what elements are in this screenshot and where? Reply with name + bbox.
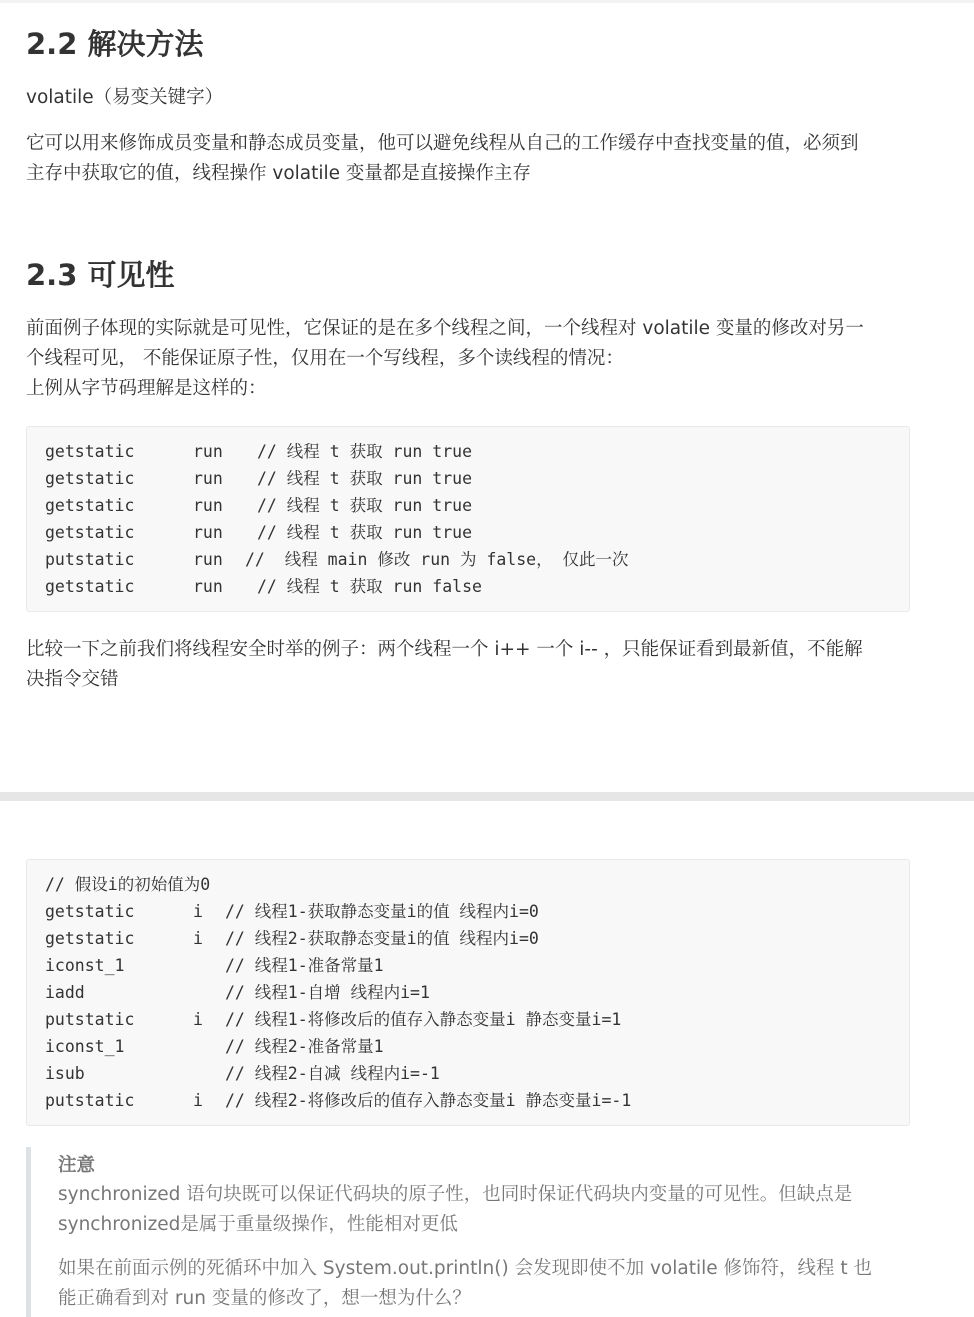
code-line: [45, 438, 473, 465]
code-comment: // 线程 t 获取 run true: [257, 523, 473, 542]
code-arg: i: [193, 929, 203, 948]
code-op: putstatic: [45, 550, 135, 569]
code-arg: i: [193, 1091, 203, 1110]
code-comment: // 线程2-获取静态变量i的值 线程内i=0: [225, 929, 539, 948]
note-blockquote: [26, 1147, 916, 1317]
heading-2-3: 2.3 可见性: [26, 258, 175, 292]
volatile-description-line: 它可以用来修饰成员变量和静态成员变量，他可以避免线程从自己的工作缓存中查找变量的值，必须到: [26, 133, 859, 154]
code-line: [45, 492, 473, 519]
code-comment: // 线程1-获取静态变量i的值 线程内i=0: [225, 902, 539, 921]
volatile-subtitle: [26, 83, 916, 113]
code-comment: // 线程1-自增 线程内i=1: [225, 983, 430, 1002]
code-op: getstatic: [45, 469, 135, 488]
code-line: [45, 952, 384, 979]
code-comment: // 假设i的初始值为0: [45, 875, 211, 894]
code-comment: // 线程 t 获取 run false: [257, 577, 482, 596]
code-line: [45, 1087, 632, 1114]
code-comment: // 线程2-准备常量1: [225, 1037, 384, 1056]
volatile-subtitle-text: volatile（易变关键字）: [26, 87, 224, 108]
bytecode-block-run: [26, 426, 910, 612]
code-op: getstatic: [45, 496, 135, 515]
note-paragraph-synchronized: [58, 1180, 908, 1240]
code-op: getstatic: [45, 523, 135, 542]
code-comment: // 线程 main 修改 run 为 false， 仅此一次: [245, 550, 629, 569]
compare-line: 比较一下之前我们将线程安全时举的例子：两个线程一个 i++ 一个 i-- ，只能保证看到最新值，不能解: [26, 639, 863, 660]
code-op: iconst_1: [45, 1037, 125, 1056]
code-op: getstatic: [45, 577, 135, 596]
section-separator: [0, 792, 974, 801]
volatile-description: [26, 129, 916, 189]
visibility-intro-line: 上例从字节码理解是这样的：: [26, 378, 267, 399]
code-line: [45, 979, 430, 1006]
code-arg: run: [193, 442, 223, 461]
code-arg: run: [193, 550, 223, 569]
code-line: [45, 1006, 622, 1033]
code-line: [45, 1033, 384, 1060]
code-arg: run: [193, 469, 223, 488]
note-line: 能正确看到对 run 变量的修改了，想一想为什么？: [58, 1288, 471, 1309]
code-line: [45, 546, 629, 573]
code-line: [45, 465, 473, 492]
note-line: synchronized 语句块既可以保证代码块的原子性，也同时保证代码块内变量的可见性。但缺点是: [58, 1184, 853, 1205]
code-op: getstatic: [45, 902, 135, 921]
visibility-intro-line: 个线程可见， 不能保证原子性，仅用在一个写线程，多个读线程的情况：: [26, 348, 624, 369]
code-op: getstatic: [45, 442, 135, 461]
code-line: [45, 519, 473, 546]
code-comment: // 线程1-将修改后的值存入静态变量i 静态变量i=1: [225, 1010, 622, 1029]
note-line: synchronized是属于重量级操作，性能相对更低: [58, 1214, 458, 1235]
code-line: [45, 898, 539, 925]
visibility-intro-line: 前面例子体现的实际就是可见性，它保证的是在多个线程之间，一个线程对 volatile 变量的修改对另一: [26, 318, 864, 339]
code-arg: i: [193, 902, 203, 921]
code-op: putstatic: [45, 1091, 135, 1110]
code-comment: // 线程 t 获取 run true: [257, 496, 473, 515]
code-op: isub: [45, 1064, 85, 1083]
top-edge: [0, 0, 974, 3]
heading-2-2: 2.2 解决方法: [26, 27, 204, 61]
note-paragraph-println: [58, 1254, 908, 1314]
code-comment: // 线程 t 获取 run true: [257, 442, 473, 461]
code-arg: run: [193, 523, 223, 542]
note-line: 如果在前面示例的死循环中加入 System.out.println() 会发现即使不加 volatile 修饰符，线程 t 也: [58, 1258, 873, 1279]
code-comment: // 线程1-准备常量1: [225, 956, 384, 975]
code-op: putstatic: [45, 1010, 135, 1029]
compare-line: 决指令交错: [26, 669, 119, 690]
compare-paragraph: [26, 635, 916, 695]
code-arg: run: [193, 496, 223, 515]
code-comment-line: [45, 871, 211, 898]
code-line: [45, 925, 539, 952]
code-op: iconst_1: [45, 956, 125, 975]
code-op: getstatic: [45, 929, 135, 948]
code-comment: // 线程2-自减 线程内i=-1: [225, 1064, 440, 1083]
visibility-intro: [26, 314, 916, 404]
code-comment: // 线程2-将修改后的值存入静态变量i 静态变量i=-1: [225, 1091, 632, 1110]
code-arg: run: [193, 577, 223, 596]
bytecode-block-i: [26, 859, 910, 1126]
code-comment: // 线程 t 获取 run true: [257, 469, 473, 488]
code-line: [45, 573, 482, 600]
volatile-description-line: 主存中获取它的值，线程操作 volatile 变量都是直接操作主存: [26, 163, 531, 184]
code-arg: i: [193, 1010, 203, 1029]
code-line: [45, 1060, 440, 1087]
note-title: 注意: [58, 1155, 96, 1176]
code-op: iadd: [45, 983, 85, 1002]
